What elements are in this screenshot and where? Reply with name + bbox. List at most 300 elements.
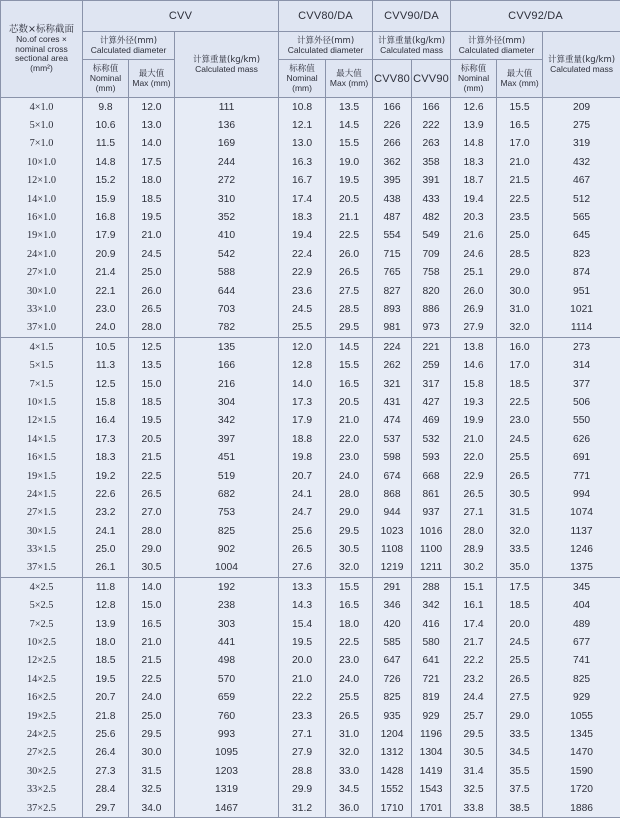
cvv-max-cell: 24.0 <box>129 689 175 707</box>
cvv80-nominal-cell: 14.3 <box>279 597 326 615</box>
cvv80-nominal-cell: 25.5 <box>279 319 326 338</box>
cvv90-mass-cell: 886 <box>412 300 451 318</box>
cvv80-mass-cell: 537 <box>373 430 412 448</box>
cvv-mass-cell: 825 <box>175 522 279 540</box>
cores-area-cell: 7×1.5 <box>1 375 83 393</box>
cvv80-nominal-cell: 19.8 <box>279 448 326 466</box>
cvv-max-cell: 12.5 <box>129 338 175 357</box>
cvv-max-cell: 24.5 <box>129 245 175 263</box>
cvv80-max-cell: 15.5 <box>326 135 373 153</box>
cvv80-nominal-cell: 12.1 <box>279 116 326 134</box>
max-label-cn: 最大值 <box>129 69 174 79</box>
cvv80-nominal-cell: 27.6 <box>279 559 326 578</box>
cvv90-mass-cell: 668 <box>412 467 451 485</box>
table-row <box>1 356 620 374</box>
cvv92-mass-cell: 1114 <box>543 319 620 338</box>
cvv92-nominal-cell: 19.9 <box>451 412 497 430</box>
cvv92-nominal-cell: 21.7 <box>451 633 497 651</box>
cvv92-nominal-cell: 19.3 <box>451 393 497 411</box>
weight-label-cn: 计算重量(kg/km) <box>373 36 450 46</box>
cvv92-nominal-cell: 24.4 <box>451 689 497 707</box>
cvv-max-cell: 18.5 <box>129 393 175 411</box>
diameter-label-en: Calculated diameter <box>451 46 542 56</box>
cvv92-nominal-cell: 30.5 <box>451 744 497 762</box>
cores-area-cell: 10×2.5 <box>1 633 83 651</box>
cvv-mass-cell: 902 <box>175 540 279 558</box>
cvv-max-cell: 18.0 <box>129 172 175 190</box>
cvv90-weight-header: CVV90 <box>412 60 451 98</box>
cvv90-mass-cell: 1304 <box>412 744 451 762</box>
cvv90-mass-cell: 721 <box>412 670 451 688</box>
cvv-max-cell: 15.0 <box>129 375 175 393</box>
cvv92-max-cell: 29.0 <box>497 264 543 282</box>
cores-area-cell: 37×2.5 <box>1 799 83 818</box>
cores-area-cell: 7×1.0 <box>1 135 83 153</box>
table-row <box>1 448 620 466</box>
group-header-cvv: CVV <box>83 1 279 32</box>
cores-area-cell: 14×1.5 <box>1 430 83 448</box>
cvv-mass-cell: 310 <box>175 190 279 208</box>
cvv-max-cell: 27.0 <box>129 504 175 522</box>
cvv92-max-cell: 29.0 <box>497 707 543 725</box>
cvv90-mass-cell: 580 <box>412 633 451 651</box>
cvv-mass-cell: 760 <box>175 707 279 725</box>
cvv92-max-cell: 35.0 <box>497 559 543 578</box>
cvv-nominal-cell: 16.8 <box>83 208 129 226</box>
cvv-nominal-cell: 14.8 <box>83 153 129 171</box>
cvv80-max-cell: 26.0 <box>326 245 373 263</box>
cvv90-mass-cell: 973 <box>412 319 451 338</box>
cores-area-cell: 16×2.5 <box>1 689 83 707</box>
cvv92-max-cell: 22.5 <box>497 190 543 208</box>
cvv80-nominal-cell: 19.5 <box>279 633 326 651</box>
cvv92-max-cell: 23.0 <box>497 412 543 430</box>
cvv92-nominal-cell: 15.8 <box>451 375 497 393</box>
cvv92-mass-cell: 550 <box>543 412 620 430</box>
cores-area-cell: 19×1.0 <box>1 227 83 245</box>
group-header-cvv92-da: CVV92/DA <box>451 1 620 32</box>
cvv-max-cell: 30.5 <box>129 559 175 578</box>
cvv-max-cell: 19.5 <box>129 208 175 226</box>
cvv-nominal-cell: 29.7 <box>83 799 129 818</box>
cvv-nominal-cell: 24.1 <box>83 522 129 540</box>
cvv80-nominal-cell: 27.1 <box>279 725 326 743</box>
cvv80-nominal-cell: 23.3 <box>279 707 326 725</box>
cvv92-max-cell: 38.5 <box>497 799 543 818</box>
cvv-mass-cell: 542 <box>175 245 279 263</box>
cvv92-max-cell: 25.5 <box>497 448 543 466</box>
cvv90-mass-cell: 391 <box>412 172 451 190</box>
cvv92-nominal-cell: 18.3 <box>451 153 497 171</box>
cvv-mass-cell: 192 <box>175 578 279 597</box>
cvv92-max-cell: 25.5 <box>497 652 543 670</box>
cvv92-mass-cell: 1720 <box>543 780 620 798</box>
cvv92-max-cell: 25.0 <box>497 227 543 245</box>
cvv92-max-cell: 17.0 <box>497 135 543 153</box>
cvv80-max-cell: 22.5 <box>326 227 373 245</box>
cvv-max-cell: 20.5 <box>129 430 175 448</box>
cores-label-en: No.of cores × nominal cross sectional area <box>1 35 82 64</box>
cvv-nominal-cell: 11.5 <box>83 135 129 153</box>
cvv90-mass-cell: 819 <box>412 689 451 707</box>
table-row <box>1 652 620 670</box>
cvv92-mass-cell: 1137 <box>543 522 620 540</box>
cvv80-mass-cell: 321 <box>373 375 412 393</box>
cvv-mass-cell: 272 <box>175 172 279 190</box>
cvv80-max-cell: 19.0 <box>326 153 373 171</box>
cvv80-max-cell: 34.5 <box>326 780 373 798</box>
header-row-measures <box>1 32 620 60</box>
cvv80-max-cell: 33.0 <box>326 762 373 780</box>
cvv92-max-cell: 34.5 <box>497 744 543 762</box>
cores-area-cell: 4×2.5 <box>1 578 83 597</box>
cvv80-max-cell: 16.5 <box>326 375 373 393</box>
cvv90-mass-cell: 342 <box>412 597 451 615</box>
table-row <box>1 412 620 430</box>
cvv90-mass-cell: 549 <box>412 227 451 245</box>
cvv-mass-cell: 136 <box>175 116 279 134</box>
cvv-max-cell: 21.0 <box>129 227 175 245</box>
cvv-nominal-cell: 18.5 <box>83 652 129 670</box>
cvv80-nominal-cell: 25.6 <box>279 522 326 540</box>
cvv80-max-cell: 23.0 <box>326 652 373 670</box>
cvv-mass-cell: 682 <box>175 485 279 503</box>
cvv90-mass-cell: 222 <box>412 116 451 134</box>
cores-area-cell: 33×1.0 <box>1 300 83 318</box>
cvv92-nominal-cell: 31.4 <box>451 762 497 780</box>
cvv92-max-cell: 18.5 <box>497 375 543 393</box>
cvv92-nominal-cell: 29.5 <box>451 725 497 743</box>
cvv-max-cell: 22.5 <box>129 670 175 688</box>
cvv90-mass-cell: 482 <box>412 208 451 226</box>
cvv92-nominal-cell: 21.6 <box>451 227 497 245</box>
cvv92-mass-cell: 741 <box>543 652 620 670</box>
cores-area-cell: 5×2.5 <box>1 597 83 615</box>
cvv-max-cell: 28.0 <box>129 319 175 338</box>
table-row <box>1 725 620 743</box>
cvv80-max-cell: 20.5 <box>326 190 373 208</box>
cvv-mass-cell: 1004 <box>175 559 279 578</box>
cvv-nominal-cell: 20.9 <box>83 245 129 263</box>
cvv-mass-cell: 410 <box>175 227 279 245</box>
cvv80-nominal-cell: 29.9 <box>279 780 326 798</box>
cores-area-cell: 14×2.5 <box>1 670 83 688</box>
cvv80-mass-cell: 981 <box>373 319 412 338</box>
cvv92-max-cell: 21.0 <box>497 153 543 171</box>
cvv92-nominal-cell: 26.5 <box>451 485 497 503</box>
cvv-nominal-cell: 10.5 <box>83 338 129 357</box>
cvv-mass-cell: 169 <box>175 135 279 153</box>
cvv92-mass-cell: 314 <box>543 356 620 374</box>
table-row <box>1 485 620 503</box>
table-row <box>1 172 620 190</box>
cvv92-mass-cell: 209 <box>543 98 620 117</box>
cvv80-mass-cell: 1219 <box>373 559 412 578</box>
cvv-max-cell: 28.0 <box>129 522 175 540</box>
cvv80-max-cell: 25.5 <box>326 689 373 707</box>
diameter-header-cvv92-da <box>451 32 543 60</box>
cvv80-max-cell: 22.5 <box>326 633 373 651</box>
cvv80-max-cell: 26.5 <box>326 707 373 725</box>
cvv90-mass-cell: 758 <box>412 264 451 282</box>
cvv92-mass-cell: 432 <box>543 153 620 171</box>
cvv80-mass-cell: 346 <box>373 597 412 615</box>
cvv90-mass-cell: 288 <box>412 578 451 597</box>
max-label-en: Max (mm) <box>497 79 542 89</box>
cvv-mass-cell: 644 <box>175 282 279 300</box>
cvv80-nominal-cell: 12.8 <box>279 356 326 374</box>
cvv92-nominal-cell: 21.0 <box>451 430 497 448</box>
cvv80-mass-cell: 1023 <box>373 522 412 540</box>
cvv80-nominal-cell: 20.0 <box>279 652 326 670</box>
cvv-mass-cell: 993 <box>175 725 279 743</box>
cvv80-nominal-cell: 18.8 <box>279 430 326 448</box>
cvv92-max-cell: 31.5 <box>497 504 543 522</box>
cvv92-nominal-cell: 22.2 <box>451 652 497 670</box>
cvv80-mass-cell: 291 <box>373 578 412 597</box>
cores-area-cell: 27×2.5 <box>1 744 83 762</box>
table-row <box>1 540 620 558</box>
cvv80-mass-cell: 647 <box>373 652 412 670</box>
cores-area-cell: 14×1.0 <box>1 190 83 208</box>
cvv92-max-cell: 24.5 <box>497 430 543 448</box>
cvv90-mass-cell: 166 <box>412 98 451 117</box>
diameter-header-cvv80-da <box>279 32 373 60</box>
cvv80-mass-cell: 765 <box>373 264 412 282</box>
table-row <box>1 300 620 318</box>
weight-header-cvv <box>175 32 279 98</box>
cvv-nominal-cell: 20.7 <box>83 689 129 707</box>
cores-area-cell: 30×2.5 <box>1 762 83 780</box>
cvv80-mass-cell: 598 <box>373 448 412 466</box>
cvv-nominal-cell: 12.8 <box>83 597 129 615</box>
cvv92-mass-cell: 1246 <box>543 540 620 558</box>
table-row <box>1 245 620 263</box>
cvv-max-cell: 26.5 <box>129 300 175 318</box>
cvv80-mass-cell: 438 <box>373 190 412 208</box>
cvv80-nominal-cell: 18.3 <box>279 208 326 226</box>
cvv-mass-cell: 238 <box>175 597 279 615</box>
cvv92-max-cell: 31.0 <box>497 300 543 318</box>
table-row <box>1 153 620 171</box>
cores-area-cell: 10×1.5 <box>1 393 83 411</box>
cvv80-mass-cell: 827 <box>373 282 412 300</box>
cvv80-nominal-cell: 16.3 <box>279 153 326 171</box>
cvv-max-cell: 21.5 <box>129 448 175 466</box>
cvv92-mass-cell: 467 <box>543 172 620 190</box>
cvv92-nominal-cell: 15.1 <box>451 578 497 597</box>
cvv92-max-cell: 33.5 <box>497 540 543 558</box>
cvv-max-cell: 22.5 <box>129 467 175 485</box>
cvv-max-cell: 34.0 <box>129 799 175 818</box>
weight-header-cvv92-da <box>543 32 620 98</box>
table-row <box>1 559 620 578</box>
cvv-max-cell: 14.0 <box>129 135 175 153</box>
cvv80-nominal-cell: 27.9 <box>279 744 326 762</box>
cvv-max-cell: 19.5 <box>129 412 175 430</box>
cvv92-nominal-cell: 20.3 <box>451 208 497 226</box>
cvv92-nominal-cell: 22.9 <box>451 467 497 485</box>
max-label-en: Max (mm) <box>326 79 372 89</box>
cvv80-mass-cell: 868 <box>373 485 412 503</box>
cvv80-mass-cell: 585 <box>373 633 412 651</box>
cvv92-mass-cell: 1021 <box>543 300 620 318</box>
cvv-mass-cell: 1319 <box>175 780 279 798</box>
cores-area-cell: 24×1.0 <box>1 245 83 263</box>
cvv-mass-cell: 244 <box>175 153 279 171</box>
cvv80-max-cell: 23.0 <box>326 448 373 466</box>
cvv80-max-cell: 13.5 <box>326 98 373 117</box>
cvv80-max-cell: 18.0 <box>326 615 373 633</box>
cvv80-mass-cell: 1710 <box>373 799 412 818</box>
cvv92-max-cell: 17.0 <box>497 356 543 374</box>
diameter-header-cvv <box>83 32 175 60</box>
table-row <box>1 264 620 282</box>
cvv80-nominal-cell: 19.4 <box>279 227 326 245</box>
cvv92-nominal-cell: 23.2 <box>451 670 497 688</box>
cvv92-nominal-cell: 22.0 <box>451 448 497 466</box>
cvv-mass-cell: 782 <box>175 319 279 338</box>
cvv80-mass-cell: 420 <box>373 615 412 633</box>
cvv80-mass-cell: 266 <box>373 135 412 153</box>
diameter-label-en: Calculated diameter <box>83 46 174 56</box>
cvv-nominal-cell: 23.2 <box>83 504 129 522</box>
cvv80-nominal-cell: 23.6 <box>279 282 326 300</box>
cvv80-nominal-cell: 26.5 <box>279 540 326 558</box>
cvv80-mass-cell: 474 <box>373 412 412 430</box>
cvv92-nominal-cell: 17.4 <box>451 615 497 633</box>
cvv92-nominal-cell: 32.5 <box>451 780 497 798</box>
cvv92-mass-cell: 874 <box>543 264 620 282</box>
diameter-label-cn: 计算外径(mm) <box>83 36 174 46</box>
cores-area-cell: 33×1.5 <box>1 540 83 558</box>
cvv92-max-cell: 18.5 <box>497 597 543 615</box>
cvv92-mass-cell: 1375 <box>543 559 620 578</box>
weight-label-en: Calculated mass <box>175 65 278 75</box>
cvv80-mass-cell: 226 <box>373 116 412 134</box>
cvv80-max-cell: 24.0 <box>326 670 373 688</box>
table-row <box>1 762 620 780</box>
cvv92-mass-cell: 929 <box>543 689 620 707</box>
cvv-mass-cell: 498 <box>175 652 279 670</box>
cores-area-cell: 30×1.0 <box>1 282 83 300</box>
cores-label-unit: (mm²) <box>1 64 82 74</box>
cvv80-mass-cell: 825 <box>373 689 412 707</box>
cores-area-cell: 24×1.5 <box>1 485 83 503</box>
cvv90-mass-cell: 221 <box>412 338 451 357</box>
cvv80-max-cell: 15.5 <box>326 356 373 374</box>
cvv90-mass-cell: 1419 <box>412 762 451 780</box>
cvv-mass-cell: 352 <box>175 208 279 226</box>
cvv80-nominal-cell: 28.8 <box>279 762 326 780</box>
cvv-mass-cell: 1203 <box>175 762 279 780</box>
cvv92-nominal-cell: 27.9 <box>451 319 497 338</box>
cvv80-nominal-cell: 31.2 <box>279 799 326 818</box>
cvv-nominal-cell: 18.3 <box>83 448 129 466</box>
cvv80-mass-cell: 431 <box>373 393 412 411</box>
cvv92-max-cell: 33.5 <box>497 725 543 743</box>
header-row-groups <box>1 1 620 32</box>
cvv92-nominal-cell: 27.1 <box>451 504 497 522</box>
cvv80-nominal-cell: 15.4 <box>279 615 326 633</box>
cvv-nominal-cell: 15.8 <box>83 393 129 411</box>
nominal-label-en: Nominal (mm) <box>451 74 496 93</box>
cvv-max-cell: 29.0 <box>129 540 175 558</box>
group-header-cvv80-da: CVV80/DA <box>279 1 373 32</box>
cores-area-cell: 5×1.0 <box>1 116 83 134</box>
table-row <box>1 744 620 762</box>
cvv92-max-cell: 22.5 <box>497 393 543 411</box>
cvv90-mass-cell: 433 <box>412 190 451 208</box>
cvv-mass-cell: 703 <box>175 300 279 318</box>
cores-area-cell: 10×1.0 <box>1 153 83 171</box>
table-row <box>1 615 620 633</box>
cvv92-nominal-cell: 28.0 <box>451 522 497 540</box>
cvv90-mass-cell: 263 <box>412 135 451 153</box>
cores-area-cell: 33×2.5 <box>1 780 83 798</box>
cores-header-cell <box>1 1 83 98</box>
cvv-nominal-cell: 22.6 <box>83 485 129 503</box>
table-row <box>1 208 620 226</box>
cvv-nominal-cell: 16.4 <box>83 412 129 430</box>
max-header <box>497 60 543 98</box>
nominal-label-en: Nominal (mm) <box>279 74 325 93</box>
cvv92-nominal-cell: 26.9 <box>451 300 497 318</box>
cores-area-cell: 30×1.5 <box>1 522 83 540</box>
cvv-nominal-cell: 12.5 <box>83 375 129 393</box>
diameter-label-cn: 计算外径(mm) <box>451 36 542 46</box>
cvv80-mass-cell: 935 <box>373 707 412 725</box>
cvv80-nominal-cell: 20.7 <box>279 467 326 485</box>
cvv-nominal-cell: 24.0 <box>83 319 129 338</box>
cvv-max-cell: 26.0 <box>129 282 175 300</box>
cvv80-weight-header: CVV80 <box>373 60 412 98</box>
cvv80-max-cell: 32.0 <box>326 559 373 578</box>
cvv80-nominal-cell: 24.1 <box>279 485 326 503</box>
cvv-max-cell: 17.5 <box>129 153 175 171</box>
cvv92-mass-cell: 275 <box>543 116 620 134</box>
cvv-max-cell: 18.5 <box>129 190 175 208</box>
nominal-label-cn: 标称值 <box>279 64 325 74</box>
cvv92-nominal-cell: 28.9 <box>451 540 497 558</box>
table-row <box>1 227 620 245</box>
cvv-nominal-cell: 19.2 <box>83 467 129 485</box>
cvv90-mass-cell: 469 <box>412 412 451 430</box>
cvv92-nominal-cell: 14.8 <box>451 135 497 153</box>
cvv-nominal-cell: 28.4 <box>83 780 129 798</box>
cvv80-max-cell: 32.0 <box>326 744 373 762</box>
cvv-max-cell: 21.5 <box>129 652 175 670</box>
table-row <box>1 282 620 300</box>
cvv80-nominal-cell: 16.7 <box>279 172 326 190</box>
cvv92-mass-cell: 825 <box>543 670 620 688</box>
cores-area-cell: 4×1.0 <box>1 98 83 117</box>
cores-area-cell: 12×2.5 <box>1 652 83 670</box>
cvv92-mass-cell: 1074 <box>543 504 620 522</box>
nominal-label-en: Nominal (mm) <box>83 74 128 93</box>
cvv92-max-cell: 30.5 <box>497 485 543 503</box>
table-row <box>1 393 620 411</box>
cores-area-cell: 12×1.5 <box>1 412 83 430</box>
weight-header-cvv90-da <box>373 32 451 60</box>
cvv-max-cell: 30.0 <box>129 744 175 762</box>
cvv92-nominal-cell: 33.8 <box>451 799 497 818</box>
cvv80-mass-cell: 1108 <box>373 540 412 558</box>
cvv80-max-cell: 22.0 <box>326 430 373 448</box>
cvv80-max-cell: 14.5 <box>326 116 373 134</box>
table-row <box>1 633 620 651</box>
max-header <box>326 60 373 98</box>
